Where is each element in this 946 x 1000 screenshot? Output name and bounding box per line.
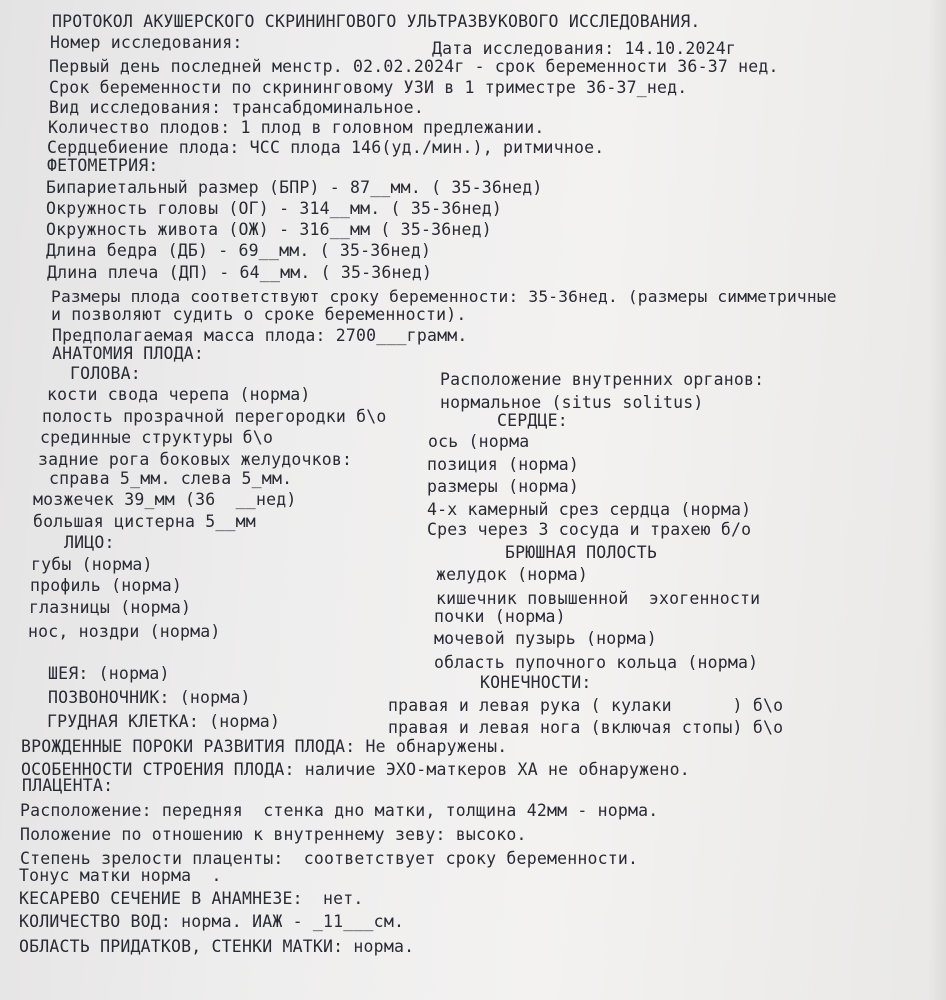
umbilical-line: область пупочного кольца (норма)	[434, 653, 759, 672]
placenta-header: ПЛАЦЕНТА:	[22, 776, 114, 795]
situs-line: нормальное (situs solitus)	[440, 393, 704, 412]
fl-line: Длина бедра (ДБ) - 69__мм. ( 35-36нед)	[46, 241, 432, 260]
bowel-line: кишечник повышенной эхогенности	[436, 589, 761, 608]
orbits-line: глазницы (норма)	[29, 598, 192, 617]
spine-line: ПОЗВОНОЧНИК: (норма)	[48, 688, 251, 707]
exam-type-line: Вид исследования: трансабдоминальное.	[49, 98, 424, 117]
heart-header: СЕРДЦЕ:	[497, 411, 568, 430]
four-chamber-line: 4-х камерный срез сердца (норма)	[427, 500, 752, 519]
chest-line: ГРУДНАЯ КЛЕТКА: (норма)	[47, 712, 281, 731]
features-line: ОСОБЕННОСТИ СТРОЕНИЯ ПЛОДА: наличие ЭХО-маткеров ХА не обнаружено.	[21, 760, 690, 779]
placenta-location-line: Расположение: передняя стенка дно матки, толщина 42мм - норма.	[20, 801, 659, 820]
bladder-line: мочевой пузырь (норма)	[434, 629, 657, 648]
organs-position-line: Расположение внутренних органов:	[440, 370, 765, 389]
size-match-line-1: Размеры плода соответствуют сроку беременности: 35-36нед. (размеры симметричные	[51, 287, 837, 306]
placenta-os-line: Положение по отношению к внутреннему зеву: высоко.	[20, 825, 527, 844]
stomach-line: желудок (норма)	[436, 565, 589, 584]
profile-line: профиль (норма)	[30, 576, 183, 595]
cerebellum-line: мозжечек 39_мм (36 __нед)	[33, 490, 297, 509]
screening-term-line: Срок беременности по скрининговому УЗИ в 1 триместре 36-37_нед.	[49, 78, 688, 97]
page-edge-shadow	[928, 0, 946, 1000]
fetus-count-line: Количество плодов: 1 плод в головном предлежании.	[48, 118, 545, 137]
uterine-tone-line: Тонус матки норма .	[19, 866, 222, 885]
midline-line: срединные структуры б\о	[40, 428, 274, 447]
heartbeat-line: Сердцебиение плода: ЧСС плода 146(уд./мин.), ритмичное.	[47, 138, 605, 157]
size-match-line-2: и позволяют судить о сроке беременности).	[51, 305, 467, 324]
malformations-line: ВРОЖДЕННЫЕ ПОРОКИ РАЗВИТИЯ ПЛОДА: Не обнаружены.	[21, 737, 508, 756]
estimated-weight-line: Предполагаемая масса плода: 2700___грамм.	[52, 326, 468, 345]
legs-line: правая и левая нога (включая стопы) б\о	[388, 718, 784, 737]
horns-values-line: справа 5_мм. слева 5_мм.	[49, 469, 293, 488]
cesarean-line: КЕСАРЕВО СЕЧЕНИЕ В АНАМНЕЗЕ: нет.	[19, 889, 364, 908]
adnexa-line: ОБЛАСТЬ ПРИДАТКОВ, СТЕНКИ МАТКИ: норма.	[19, 937, 415, 956]
heart-axis-line: ось (норма	[428, 432, 530, 451]
study-number-label: Номер исследования:	[50, 33, 243, 52]
heart-sizes-line: размеры (норма)	[427, 477, 580, 496]
nose-line: нос, ноздри (норма)	[28, 622, 221, 641]
ac-line: Окружность живота (ОЖ) - 316__мм ( 35-36нед)	[46, 220, 492, 239]
limbs-header: КОНЕЧНОСТИ:	[480, 673, 592, 692]
anatomy-header: АНАТОМИЯ ПЛОДА:	[52, 344, 205, 363]
study-date: Дата исследования: 14.10.2024г	[432, 39, 737, 58]
bpd-line: Бипариетальный размер (БПР) - 87__мм. ( 35-36нед)	[46, 178, 543, 197]
neck-line: ШЕЯ: (норма)	[48, 664, 170, 683]
lips-line: губы (норма)	[31, 555, 153, 574]
skull-line: кости свода черепа (норма)	[47, 385, 311, 404]
lmp-line: Первый день последней менстр. 02.02.2024г - срок беременности 36-37 нед.	[49, 57, 779, 76]
abdomen-header: БРЮШНАЯ ПОЛОСТЬ	[505, 543, 658, 562]
face-header: ЛИЦО:	[64, 533, 115, 552]
head-header: ГОЛОВА:	[70, 364, 141, 383]
document-title: ПРОТОКОЛ АКУШЕРСКОГО СКРИНИНГОВОГО УЛЬТРАЗВУКОВОГО ИССЛЕДОВАНИЯ.	[52, 12, 701, 31]
fetometry-header: ФЕТОМЕТРИЯ:	[47, 156, 159, 175]
hl-line: Длина плеча (ДП) - 64__мм. ( 35-36нед)	[47, 263, 433, 282]
amniotic-line: КОЛИЧЕСТВО ВОД: норма. ИАЖ - _11___см.	[19, 912, 405, 931]
hc-line: Окружность головы (ОГ) - 314__мм. ( 35-36нед)	[46, 199, 503, 218]
cisterna-line: большая цистерна 5__мм	[33, 512, 256, 531]
heart-position-line: позиция (норма)	[427, 455, 580, 474]
kidneys-line: почки (норма)	[434, 607, 566, 626]
arms-line: правая и левая рука ( кулаки ) б\о	[388, 696, 784, 715]
three-vessel-line: Срез через 3 сосуда и трахею б/о	[427, 520, 752, 539]
posterior-horns-line: задние рога боковых желудочков:	[38, 450, 353, 469]
septum-line: полость прозрачной перегородки б\о	[42, 407, 387, 426]
placenta-maturity-line: Степень зрелости плаценты: соответствует сроку беременности.	[20, 849, 639, 868]
